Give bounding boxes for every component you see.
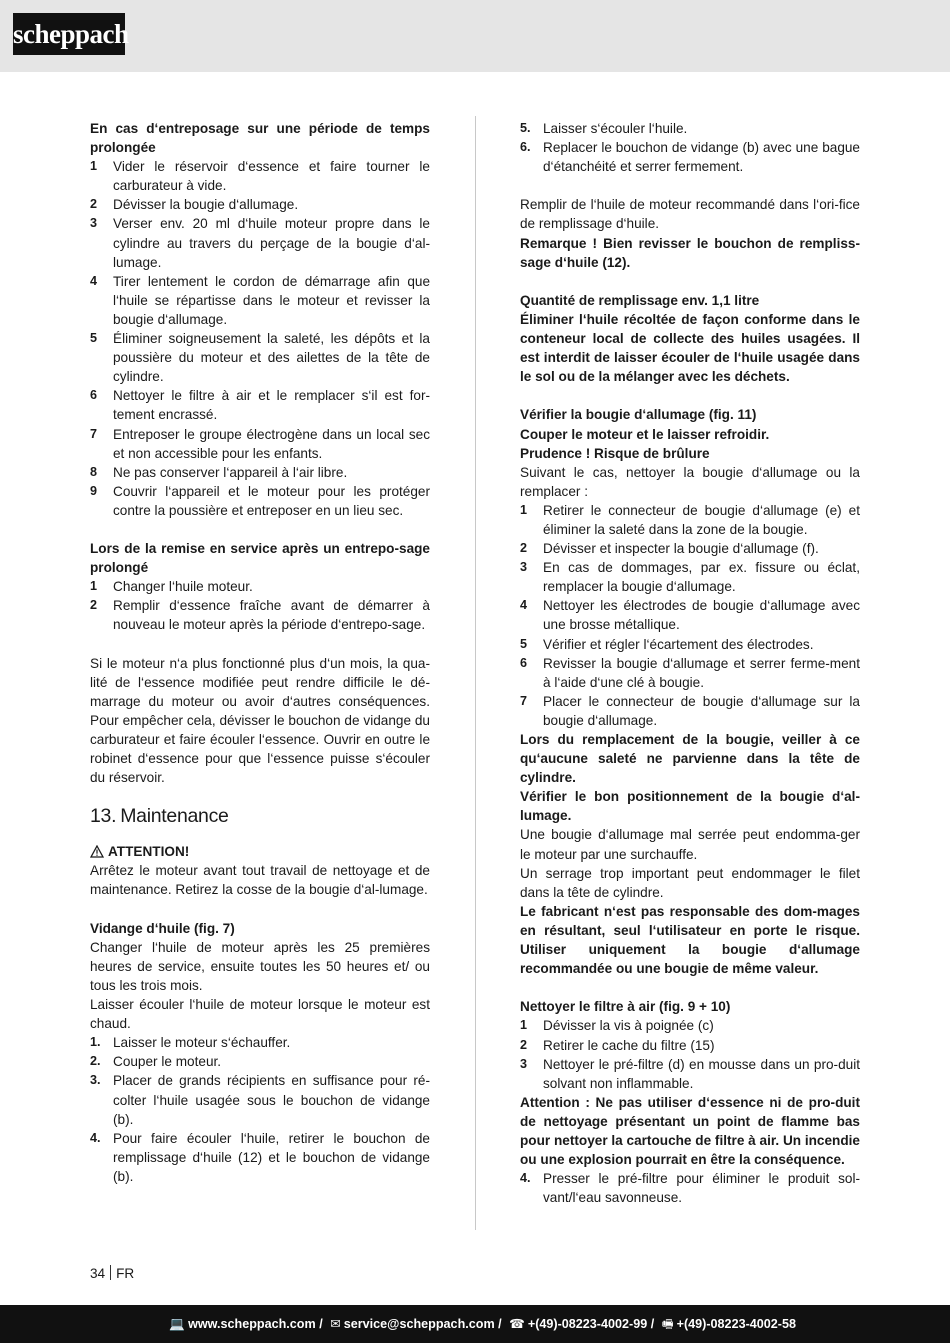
list-item-text: Laisser le moteur s‘échauffer.: [113, 1035, 291, 1051]
list-item: [520, 1169, 860, 1207]
list-item-number: 3: [520, 1056, 528, 1071]
list-item-number: 1.: [90, 1035, 101, 1050]
storage-steps: [90, 157, 430, 520]
list-item: [520, 692, 860, 730]
list-item-text: Couvrir l‘appareil et le moteur pour les protéger contre la poussière et entreposer en un lieu sec.: [113, 483, 430, 518]
capacity-heading: Quantité de remplissage env. 1,1 litre: [520, 292, 760, 308]
plug-steps: [520, 501, 860, 730]
warning-triangle-icon: [90, 845, 104, 858]
list-item-text: Changer l‘huile moteur.: [113, 579, 253, 595]
restart-paragraph: Si le moteur n‘a plus fonctionné plus d‘un mois, la qua-lité de l‘essence modifiée peut rendre difficile le dé-marrage du moteur ou avoir d‘autres conséquences. Pour empêcher cela, dévisser le bouchon de vidange du carburateur et faire écouler l‘essence. Ouvrir en outre le robinet d‘essence pour que l‘essence puisse s‘écouler du réservoir.: [90, 655, 430, 786]
restart-steps: [90, 577, 430, 634]
list-item-text: Vérifier et régler l‘écartement des électrodes.: [543, 636, 814, 652]
list-item-number: 7: [520, 693, 528, 708]
list-item-number: 4: [90, 273, 98, 288]
list-item-text: Entreposer le groupe électrogène dans un local sec et non accessible pour les enfants.: [113, 426, 430, 461]
attention-text: Arrêtez le moteur avant tout travail de nettoyage et de maintenance. Retirez la cosse de la bougie d‘al-lumage.: [90, 863, 430, 898]
list-item-number: 6: [90, 388, 98, 403]
list-item: [520, 539, 860, 558]
list-item-text: Ne pas conserver l‘appareil à l‘air libre.: [113, 464, 348, 480]
fill-note: Remarque ! Bien revisser le bouchon de rempliss-sage d‘huile (12).: [520, 235, 860, 270]
list-item: [90, 482, 430, 520]
list-item-text: Retirer le cache du filtre (15): [543, 1037, 715, 1053]
list-item-text: Pour faire écouler l‘huile, retirer le bouchon de remplissage d‘huile (12) et le bouchon de vidange (b).: [113, 1130, 430, 1184]
column-divider: [475, 116, 476, 1230]
list-item-number: 5: [520, 636, 528, 651]
list-item: [520, 635, 860, 654]
page-footer-number: [90, 1265, 134, 1281]
list-item-text: Nettoyer les électrodes de bougie d‘allumage avec une brosse métallique.: [543, 598, 860, 633]
list-item: [520, 1055, 860, 1093]
list-item: [90, 596, 430, 634]
list-item-text: Placer le connecteur de bougie d‘allumage sur la bougie d‘allumage.: [543, 693, 860, 728]
list-item-number: 1: [520, 1018, 528, 1033]
plug-warning-1: Lors du remplacement de la bougie, veiller à ce qu‘aucune saleté ne parvienne dans la tête de cylindre.: [520, 732, 860, 786]
list-item: [520, 1016, 860, 1035]
list-item: [90, 329, 430, 386]
list-item-text: Couper le moteur.: [113, 1054, 222, 1070]
oil-heading: Vidange d‘huile (fig. 7): [90, 920, 235, 936]
list-item-number: 2.: [90, 1054, 101, 1069]
header-bar: [0, 0, 950, 72]
section-number: 13.: [90, 805, 117, 828]
list-item-text: Nettoyer le filtre à air et le remplacer s‘il est for-tement encrassé.: [113, 388, 430, 423]
list-item-number: 2: [520, 1037, 528, 1052]
list-item: [90, 1033, 430, 1052]
list-item-text: Laisser s‘écouler l‘huile.: [543, 121, 688, 136]
list-item-text: Revisser la bougie d‘allumage et serrer ferme-ment à l‘aide d‘une clé à bougie.: [543, 655, 860, 690]
footer-website[interactable]: www.scheppach.com /: [188, 1317, 323, 1331]
list-item-text: Placer de grands récipients en suffisance pour ré-colter l‘huile usagée sous le bouchon de vidange (b).: [113, 1073, 430, 1127]
page-language: FR: [116, 1266, 135, 1281]
oil-steps: [90, 1033, 430, 1186]
right-column: [520, 119, 860, 1207]
plug-intro: Suivant le cas, nettoyer la bougie d‘allumage ou la remplacer :: [520, 464, 860, 499]
list-item-text: Remplir d‘essence fraîche avant de démarrer à nouveau le moteur après la période d‘entrepo-sage.: [113, 598, 430, 633]
list-item-text: Retirer le connecteur de bougie d‘allumage (e) et éliminer la saleté dans la zone de la bougie.: [543, 502, 860, 537]
filter-steps: [520, 1016, 860, 1092]
list-item: [90, 272, 430, 329]
list-item-number: 4.: [90, 1130, 101, 1145]
list-item: [90, 1129, 430, 1186]
list-item: [90, 157, 430, 195]
list-item-number: 3: [90, 216, 98, 231]
storage-heading: En cas d‘entreposage sur une période de temps prolongée: [90, 121, 430, 156]
list-item-number: 5.: [520, 121, 531, 135]
disposal-text: Éliminer l‘huile récoltée de façon conforme dans le conteneur local de collecte des huiles usagées. Il est interdit de laisser écouler de l‘huile usagée dans le sol ou de la mélanger avec les déchets.: [520, 311, 860, 385]
phone-icon: ☎: [509, 1317, 525, 1331]
list-item-text: Dévisser la bougie d‘allumage.: [113, 197, 299, 213]
section-title: [90, 804, 430, 828]
oil-paragraph-2: Laisser écouler l‘huile de moteur lorsque le moteur est chaud.: [90, 997, 430, 1032]
list-item-number: 3.: [90, 1073, 101, 1088]
page-number: 34: [90, 1266, 106, 1281]
list-item-number: 6.: [520, 140, 531, 155]
list-item: [520, 138, 860, 176]
list-item: [90, 425, 430, 463]
list-item: [520, 119, 860, 138]
footer-fax: +(49)-08223-4002-58: [676, 1317, 796, 1331]
mail-icon: ✉: [330, 1317, 341, 1331]
list-item-number: 2: [90, 197, 98, 212]
list-item-text: En cas de dommages, par ex. fissure ou éclat, remplacer la bougie d‘allumage.: [543, 560, 860, 595]
fill-paragraph: Remplir de l‘huile de moteur recommandé dans l‘ori-fice de remplissage d‘huile.: [520, 197, 860, 232]
list-item: [90, 214, 430, 271]
list-item: [90, 195, 430, 214]
list-item-number: 1: [520, 502, 528, 517]
list-item-number: 2: [90, 598, 98, 613]
list-item: [90, 1071, 430, 1128]
plug-stop: Couper le moteur et le laisser refroidir.: [520, 426, 770, 442]
list-item-text: Nettoyer le pré-filtre (d) en mousse dans un pro-duit solvant non inflammable.: [543, 1056, 860, 1091]
list-item-text: Dévisser et inspecter la bougie d‘allumage (f).: [543, 541, 819, 557]
list-item: [90, 386, 430, 424]
list-item-number: 4.: [520, 1171, 531, 1186]
list-item: [520, 1036, 860, 1055]
plug-paragraph-1: Une bougie d‘allumage mal serrée peut endomma-ger le moteur par une surchauffe.: [520, 827, 860, 862]
contact-footer: [0, 1305, 950, 1343]
list-item: [520, 558, 860, 596]
fax-icon: 🖷: [661, 1317, 674, 1331]
list-item-text: Dévisser la vis à poignée (c): [543, 1018, 714, 1034]
list-item-number: 5: [90, 331, 98, 346]
list-item-number: 8: [90, 464, 98, 479]
list-item: [90, 1052, 430, 1071]
filter-steps-2: [520, 1169, 860, 1207]
list-item: [520, 596, 860, 634]
list-item-number: 1: [90, 159, 98, 174]
section-name: Maintenance: [120, 805, 229, 828]
computer-icon: 💻: [169, 1317, 186, 1331]
attention-label-row: [90, 842, 430, 861]
plug-paragraph-2: Un serrage trop important peut endommager le filet dans la tête de cylindre.: [520, 865, 860, 900]
list-item-text: Éliminer soigneusement la saleté, les dépôts et la poussière du moteur et des ailettes de la tête de cylindre.: [113, 331, 430, 385]
restart-heading: Lors de la remise en service après un entrepo-sage prolongé: [90, 541, 430, 576]
left-column: [90, 119, 430, 1186]
list-item-text: Vider le réservoir d‘essence et faire tourner le carburateur à vide.: [113, 159, 430, 194]
list-item-number: 2: [520, 541, 528, 556]
list-item-text: Tirer lentement le cordon de démarrage afin que l‘huile se répartisse dans le moteur et revisser la bougie d‘allumage.: [113, 273, 430, 327]
plug-liability: Le fabricant n‘est pas responsable des dom-mages en résultant, seul l‘utilisateur en porte le risque. Utiliser uniquement la bougie d‘allumage recommandée ou une bougie de même valeur.: [520, 903, 860, 977]
footer-email[interactable]: service@scheppach.com /: [343, 1317, 502, 1331]
footer-phone: +(49)-08223-4002-99 /: [527, 1317, 655, 1331]
oil-steps-continued: [520, 119, 860, 176]
list-item: [90, 463, 430, 482]
plug-heading: Vérifier la bougie d‘allumage (fig. 11): [520, 407, 757, 423]
list-item-text: Replacer le bouchon de vidange (b) avec une bague d‘étanchéité et serrer fermement.: [543, 140, 860, 175]
attention-label: ATTENTION!: [108, 844, 190, 860]
list-item-number: 3: [520, 560, 528, 575]
filter-heading: Nettoyer le filtre à air (fig. 9 + 10): [520, 999, 731, 1015]
list-item: [520, 654, 860, 692]
plug-burn-warning: Prudence ! Risque de brûlure: [520, 445, 710, 461]
list-item-text: Presser le pré-filtre pour éliminer le produit sol-vant/l‘eau savonneuse.: [543, 1171, 860, 1206]
list-item: [520, 501, 860, 539]
scheppach-logo: scheppach: [13, 13, 125, 55]
list-item-text: Verser env. 20 ml d‘huile moteur propre dans le cylindre au travers du perçage de la bougie d‘al-lumage.: [113, 216, 430, 270]
plug-warning-2: Vérifier le bon positionnement de la bougie d‘al-lumage.: [520, 789, 860, 824]
list-item-number: 7: [90, 426, 98, 441]
list-item: [90, 577, 430, 596]
list-item-number: 9: [90, 483, 98, 498]
oil-paragraph-1: Changer l‘huile de moteur après les 25 premières heures de service, ensuite toutes les 50 heures et/ ou tous les trois mois.: [90, 939, 430, 993]
list-item-number: 1: [90, 579, 98, 594]
list-item-number: 4: [520, 598, 528, 613]
filter-warning: Attention : Ne pas utiliser d‘essence ni de pro-duit de nettoyage présentant un point de flamme bas pour nettoyer la cartouche de filtre à air. Un incendie ou une explosion pourrait en être la conséquence.: [520, 1094, 860, 1168]
list-item-number: 6: [520, 655, 528, 670]
